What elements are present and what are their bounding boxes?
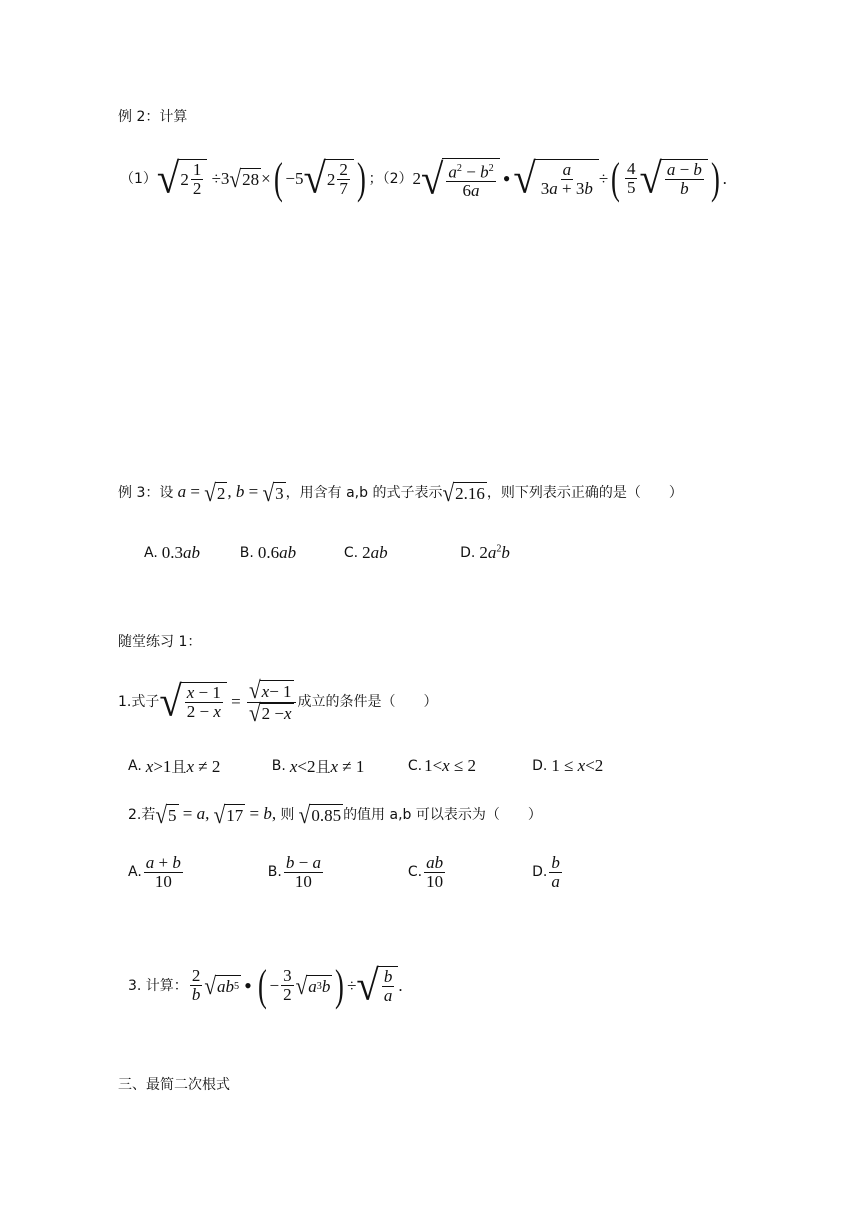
example3-question <box>118 478 683 508</box>
q2-option-d-label: D. <box>532 864 548 880</box>
example2-expression <box>120 148 727 210</box>
option-d-value: $2a^2b$ <box>479 543 510 562</box>
q2-options <box>128 850 564 894</box>
q1-prefix: 1.式子 <box>118 694 160 710</box>
ending-period: . <box>722 169 727 188</box>
q1-option-b-label: B. <box>271 758 286 774</box>
q2-option-b-value: $\frac{b - a}{10}$ <box>285 852 321 891</box>
q1-option-a-value: x>1且x ≠ 2 <box>145 756 221 776</box>
q2-option-c-label: C. <box>407 864 423 880</box>
part2-prefix: ；（2） <box>368 171 413 187</box>
expr1: √ 2 $\frac{1}{2}$ ÷3 √ 28 × ( −5 √ 2 $\frac{2}{7}$ ) <box>156 153 366 203</box>
option-a-value: 0.3ab <box>161 543 201 562</box>
example3-middle: ，用含有 a,b 的式子表示 <box>285 485 443 501</box>
practice-q2 <box>128 800 542 830</box>
section3-heading: 三、最简二次根式 <box>118 1077 230 1093</box>
q2-option-c-value: $\frac{ab}{10}$ <box>426 852 444 891</box>
option-c-label: C. <box>343 545 359 561</box>
q1-option-c-label: C. <box>407 758 423 774</box>
q3-prefix: 3. 计算： <box>128 978 188 994</box>
practice-q3 <box>128 958 403 1014</box>
example2-label: 例 2：计算 <box>118 109 188 125</box>
q1-suffix: 成立的条件是（ ） <box>297 694 438 710</box>
q3-expression: $\frac{2}{b}$ √ ab 5 • ( − $\frac{3}{2}$ √ a 3 b ) ÷ √ $\frac{b}{a}$ . <box>191 960 403 1010</box>
q2-prefix: 2.若 <box>128 807 156 823</box>
example3-prefix: 例 3：设 <box>118 485 174 501</box>
option-b-value: 0.6ab <box>257 543 297 562</box>
example3-options <box>144 541 510 565</box>
q1-option-d-label: D. <box>532 758 548 774</box>
q1-option-c-value: 1<x ≤ 2 <box>424 756 477 775</box>
q1-option-a-label: A. <box>128 758 142 774</box>
part1-prefix: （1） <box>120 171 157 187</box>
q2-option-a-label: A. <box>128 864 142 880</box>
practice-q1 <box>118 674 438 730</box>
q1-option-b-value: x<2且x ≠ 1 <box>289 756 365 776</box>
q1-expression: √ $\frac{x - 1}{2 - x}$ = √ x − 1 √ 2 − x <box>159 680 297 724</box>
option-b-label: B. <box>239 545 254 561</box>
example3-target: √ 2.16 <box>442 478 485 507</box>
option-a-label: A. <box>144 545 158 561</box>
example3-suffix: ，则下列表示正确的是（ ） <box>486 485 683 501</box>
q1-option-d-value: 1 ≤ x<2 <box>551 756 604 775</box>
practice-heading: 随堂练习 1： <box>118 634 202 650</box>
expr2: 2 √ $\frac{a^2 - b^2}{6a}$ • √ $\frac{a}{3a + 3b}$ ÷ ( $\frac{4}{5}$ √ $\frac{a - b}{b}$ ) <box>412 153 720 203</box>
option-d-label: D. <box>460 545 476 561</box>
example3-given: a = √ 2 , b = √ 3 <box>177 478 284 507</box>
option-c-value: 2ab <box>362 543 388 562</box>
q2-option-d-value: $\frac{b}{a}$ <box>551 852 560 891</box>
q1-options <box>128 754 603 778</box>
q2-given: √ 5 = a, √ 17 = b, 则 √ 0.85 <box>155 800 342 829</box>
q2-option-b-label: B. <box>267 864 282 880</box>
q2-option-a-value: $\frac{a + b}{10}$ <box>145 852 181 891</box>
q2-middle: 的值用 a,b 可以表示为（ ） <box>343 807 542 823</box>
